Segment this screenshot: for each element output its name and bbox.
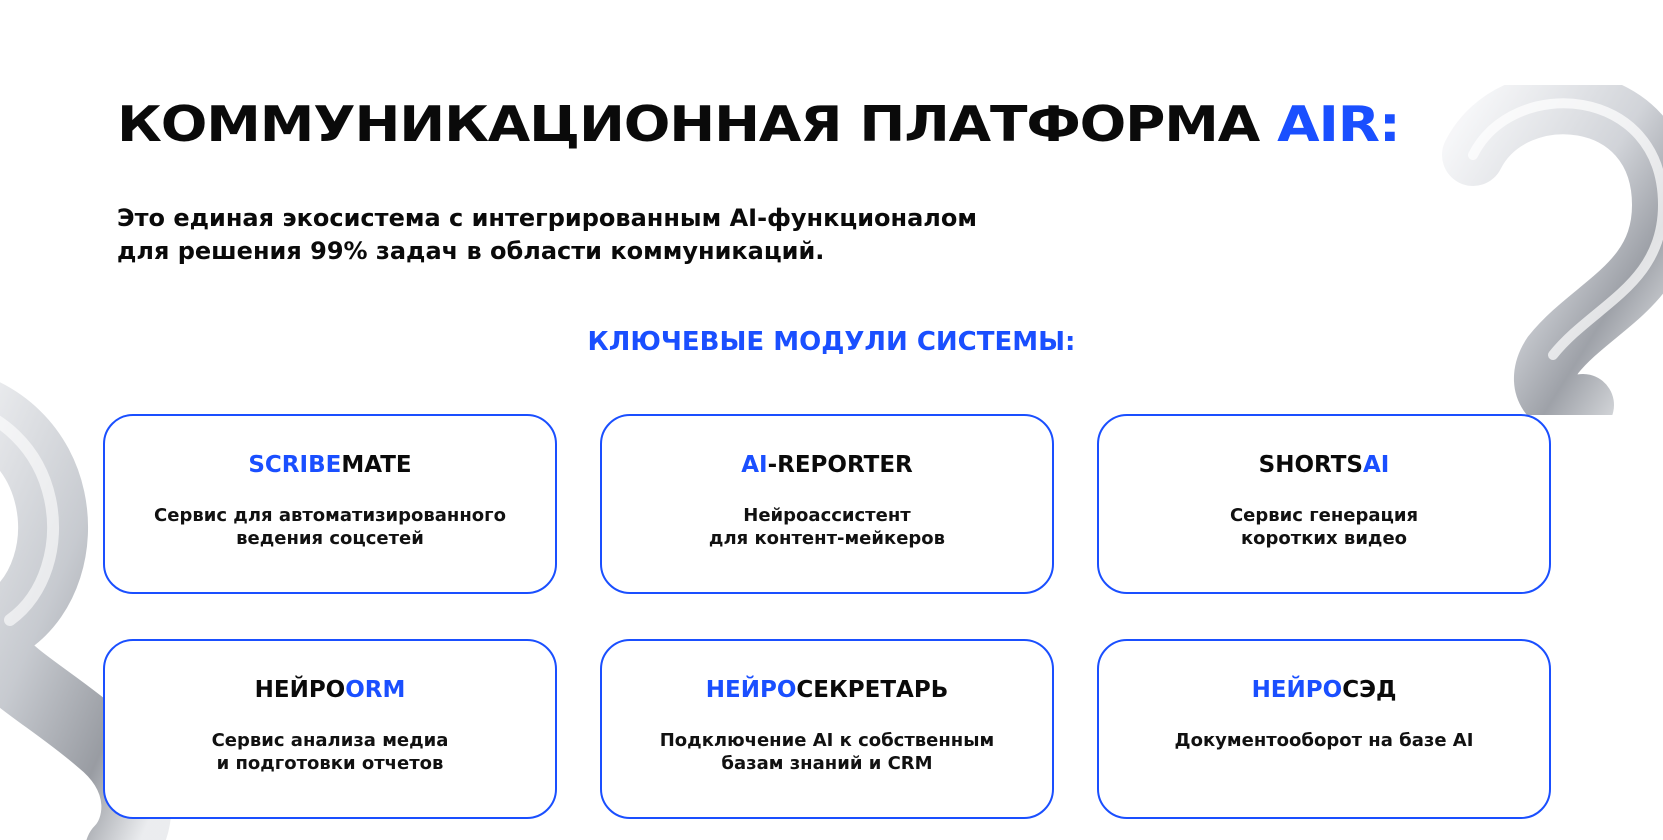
- module-description: Сервис анализа медиа и подготовки отчетов: [211, 730, 449, 774]
- module-title: [1099, 677, 1549, 703]
- module-description: Сервис генерация коротких видео: [1229, 505, 1419, 549]
- module-title: [105, 677, 555, 703]
- module-card: [1097, 639, 1551, 819]
- module-description: Сервис для автоматизированного ведения соцсетей: [154, 505, 506, 549]
- module-title-accent: ORM: [345, 677, 406, 703]
- glass-decoration-icon: [1403, 85, 1663, 415]
- module-title-main: MATE: [341, 452, 412, 478]
- module-description: Нейроассистент для контент-мейкеров: [708, 505, 946, 549]
- module-card: [103, 639, 557, 819]
- module-title: [602, 452, 1052, 478]
- module-title-accent: SCRIBE: [248, 452, 342, 478]
- module-title-accent: AI: [1362, 452, 1390, 478]
- module-title-main: SHORTS: [1258, 452, 1363, 478]
- page-subtitle: Это единая экосистема с интегрированным AI-функционалом для решения 99% задач в области коммуникаций.: [117, 204, 977, 265]
- module-card: [600, 639, 1054, 819]
- module-card: [600, 414, 1054, 594]
- module-description: Документооборот на базе AI: [1174, 730, 1474, 751]
- module-title-main: СЭД: [1342, 677, 1397, 703]
- module-title-accent: НЕЙРО: [705, 677, 797, 703]
- modules-heading: КЛЮЧЕВЫЕ МОДУЛИ СИСТЕМЫ:: [587, 327, 1076, 357]
- modules-grid: [103, 414, 1551, 819]
- module-title-main: СЕКРЕТАРЬ: [796, 677, 949, 703]
- page-title: [117, 96, 1400, 153]
- module-title-accent: AI: [741, 452, 768, 478]
- module-title: [602, 677, 1052, 703]
- module-card: [103, 414, 557, 594]
- module-title: [1099, 452, 1549, 478]
- module-title-main: НЕЙРО: [254, 677, 346, 703]
- module-title: [105, 452, 555, 478]
- page-title-main: КОММУНИКАЦИОННАЯ ПЛАТФОРМА: [117, 96, 1260, 153]
- module-card: [1097, 414, 1551, 594]
- page-title-accent: AIR:: [1277, 96, 1400, 153]
- module-description: Подключение AI к собственным базам знаний и CRM: [659, 730, 995, 774]
- module-title-accent: НЕЙРО: [1251, 677, 1343, 703]
- module-title-main: -REPORTER: [767, 452, 913, 478]
